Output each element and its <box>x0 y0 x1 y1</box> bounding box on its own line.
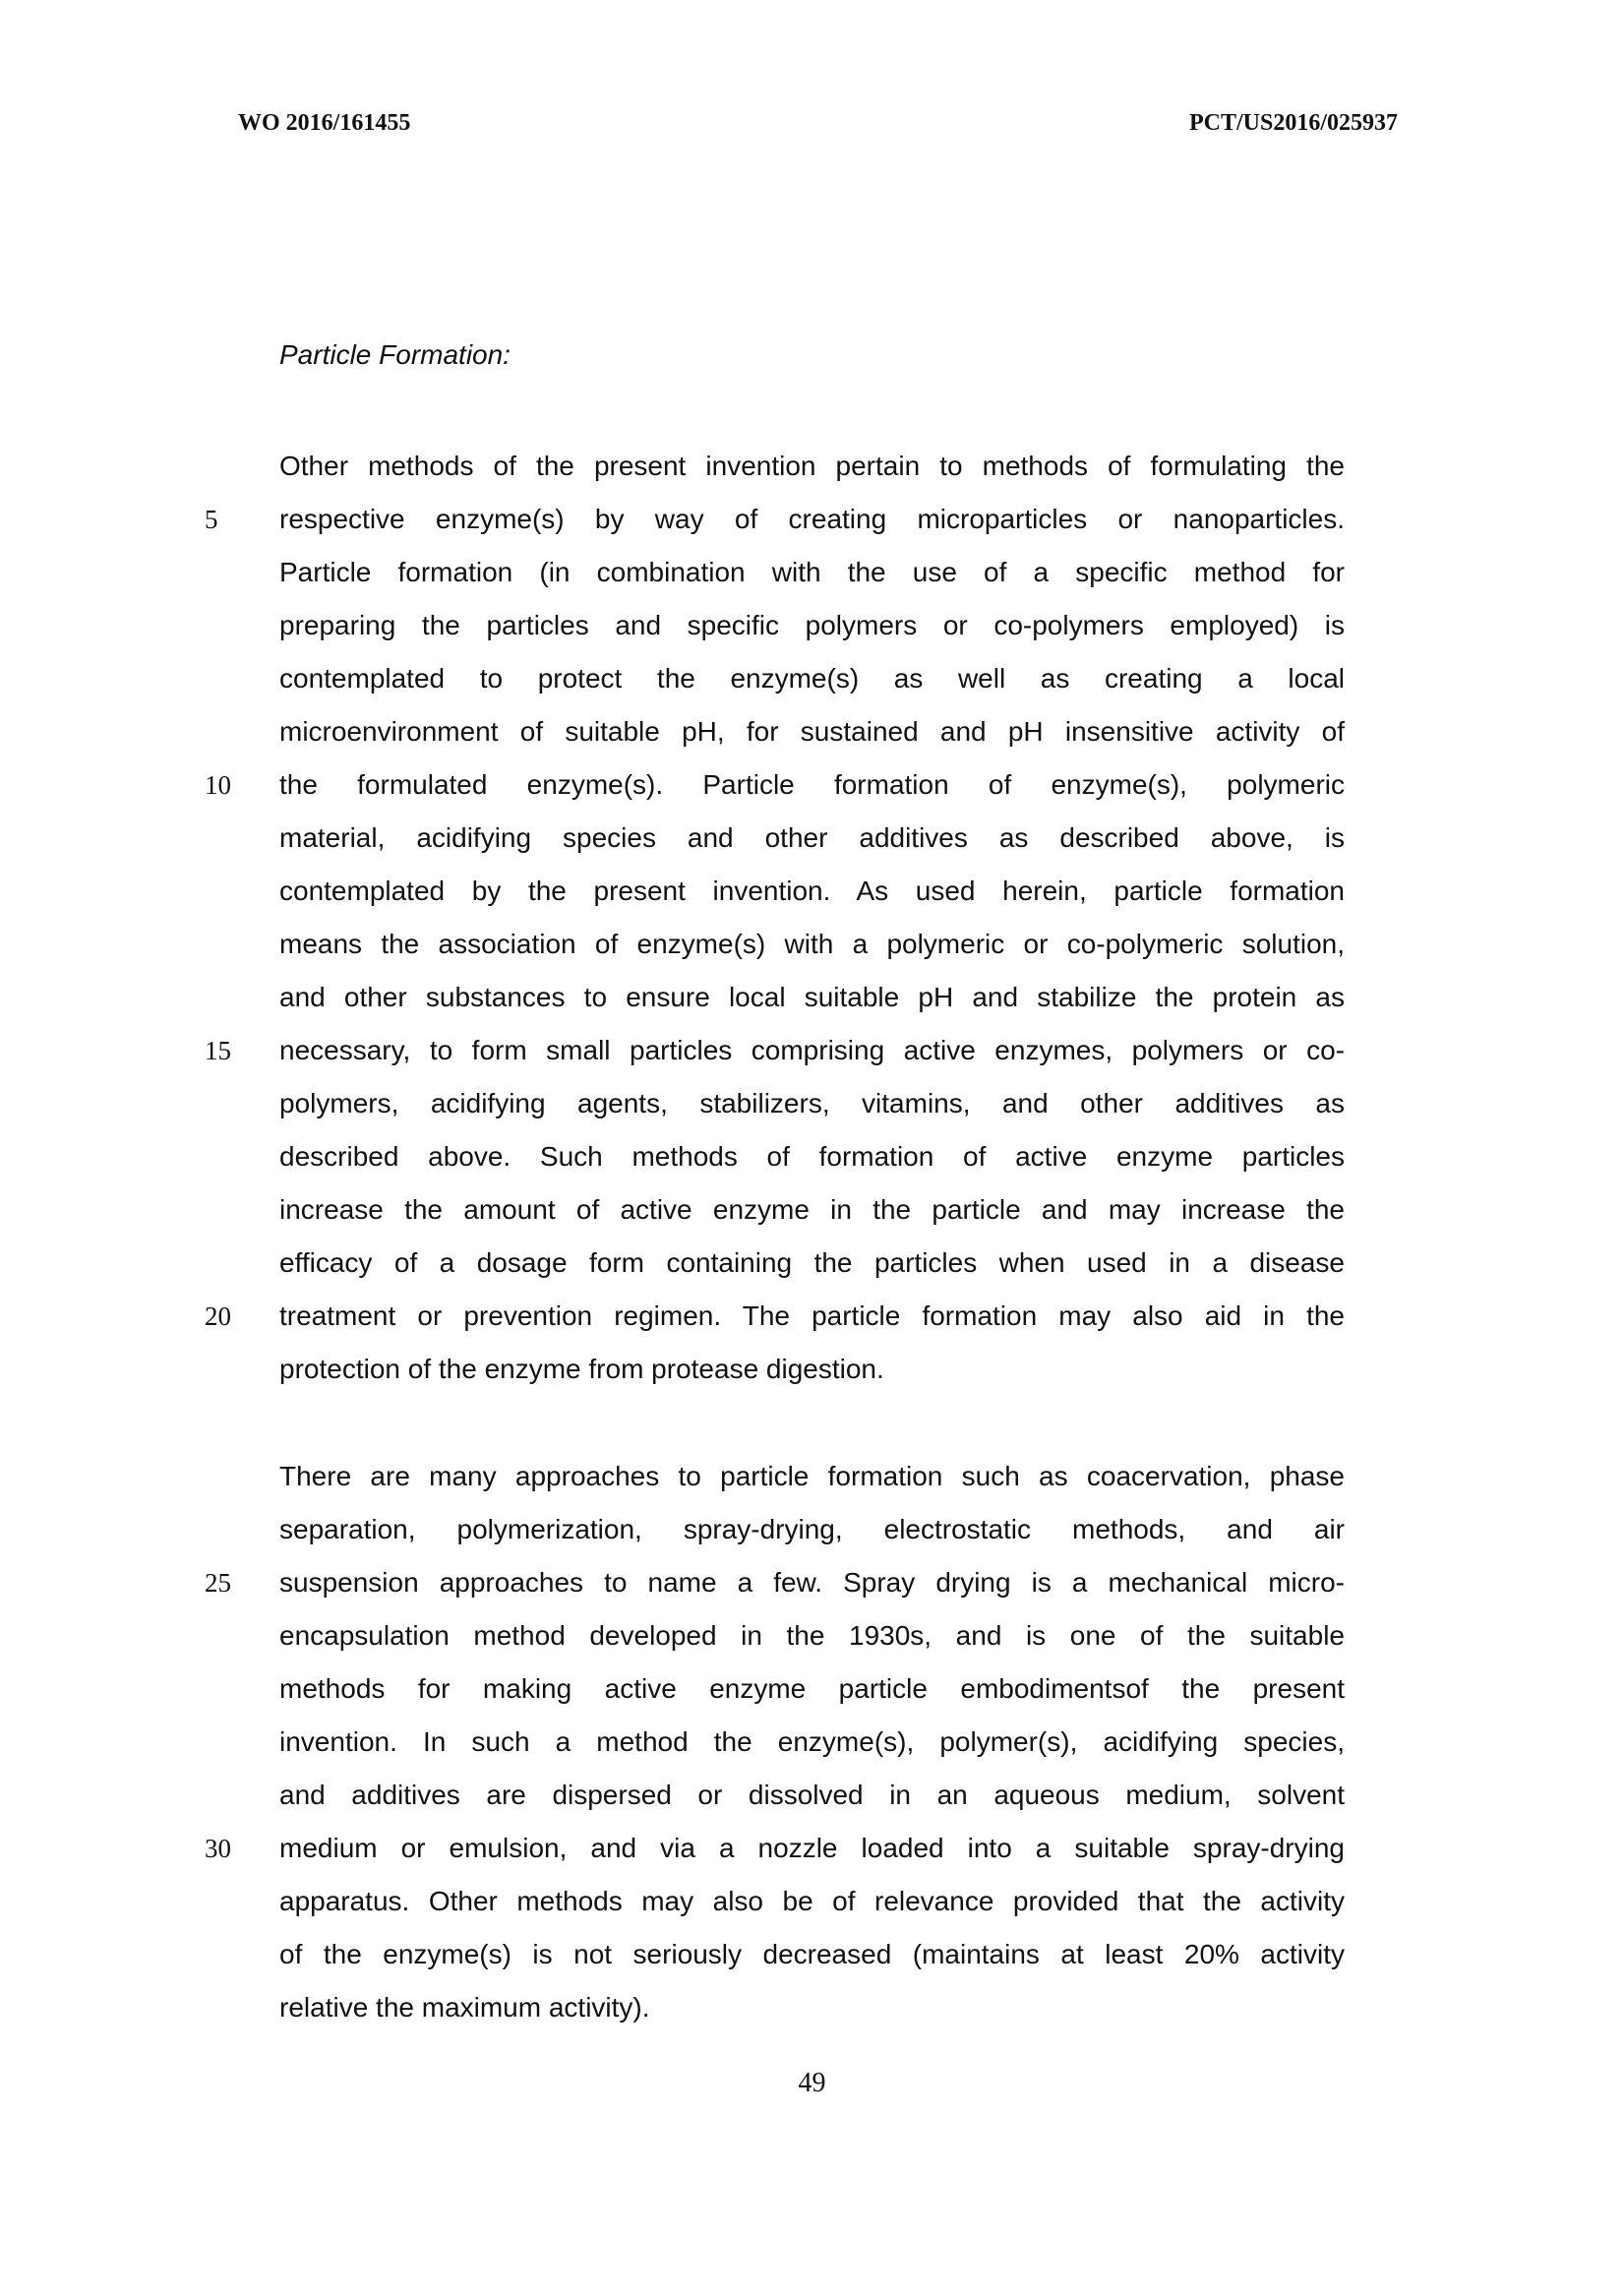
text-line: respective enzyme(s) by way of creating microparticles or nanoparticles. <box>279 504 1345 534</box>
section-heading: Particle Formation: <box>279 339 511 370</box>
text-line: relative the maximum activity). <box>279 1992 650 2023</box>
text-line: separation, polymerization, spray-drying, electrostatic methods, and air <box>279 1514 1345 1544</box>
text-line: contemplated by the present invention. As used herein, particle formation <box>279 876 1345 906</box>
text-line: Other methods of the present invention pertain to methods of formulating the <box>279 451 1345 481</box>
line-number: 15 <box>205 1036 231 1065</box>
line-number: 10 <box>205 770 231 800</box>
line-number: 25 <box>205 1568 231 1598</box>
text-line: material, acidifying species and other additives as described above, is <box>279 822 1345 853</box>
text-line: the formulated enzyme(s). Particle formation of enzyme(s), polymeric <box>279 769 1345 800</box>
text-line: There are many approaches to particle formation such as coacervation, phase <box>279 1461 1345 1491</box>
text-line: polymers, acidifying agents, stabilizers, vitamins, and other additives as <box>279 1088 1345 1118</box>
line-number: 5 <box>205 505 218 534</box>
text-line: means the association of enzyme(s) with a polymeric or co-polymeric solution, <box>279 929 1345 959</box>
text-line: preparing the particles and specific polymers or co-polymers employed) is <box>279 610 1345 640</box>
text-line: microenvironment of suitable pH, for sustained and pH insensitive activity of <box>279 716 1345 747</box>
text-line: of the enzyme(s) is not seriously decreased (maintains at least 20% activity <box>279 1939 1345 1969</box>
text-line: contemplated to protect the enzyme(s) as well as creating a local <box>279 663 1345 694</box>
text-line: increase the amount of active enzyme in the particle and may increase the <box>279 1194 1345 1225</box>
text-line: encapsulation method developed in the 1930s, and is one of the suitable <box>279 1620 1345 1651</box>
text-line: invention. In such a method the enzyme(s), polymer(s), acidifying species, <box>279 1726 1345 1757</box>
publication-number: WO 2016/161455 <box>238 110 411 136</box>
text-line: methods for making active enzyme particle embodimentsof the present <box>279 1673 1345 1704</box>
text-line: apparatus. Other methods may also be of relevance provided that the activity <box>279 1886 1345 1916</box>
line-number: 20 <box>205 1301 231 1331</box>
text-line: and other substances to ensure local suitable pH and stabilize the protein as <box>279 982 1345 1012</box>
text-line: protection of the enzyme from protease digestion. <box>279 1354 884 1384</box>
text-line: and additives are dispersed or dissolved in an aqueous medium, solvent <box>279 1780 1345 1810</box>
text-line: medium or emulsion, and via a nozzle loaded into a suitable spray-drying <box>279 1833 1345 1863</box>
line-number: 30 <box>205 1834 231 1863</box>
text-line: necessary, to form small particles comprising active enzymes, polymers or co- <box>279 1035 1345 1065</box>
text-line: efficacy of a dosage form containing the particles when used in a disease <box>279 1247 1345 1278</box>
page-number: 49 <box>798 2068 826 2098</box>
text-line: Particle formation (in combination with the use of a specific method for <box>279 557 1345 587</box>
application-number: PCT/US2016/025937 <box>1188 110 1398 136</box>
text-line: treatment or prevention regimen. The particle formation may also aid in the <box>279 1300 1345 1331</box>
text-line: suspension approaches to name a few. Spray drying is a mechanical micro- <box>279 1567 1345 1598</box>
text-line: described above. Such methods of formation of active enzyme particles <box>279 1141 1345 1172</box>
